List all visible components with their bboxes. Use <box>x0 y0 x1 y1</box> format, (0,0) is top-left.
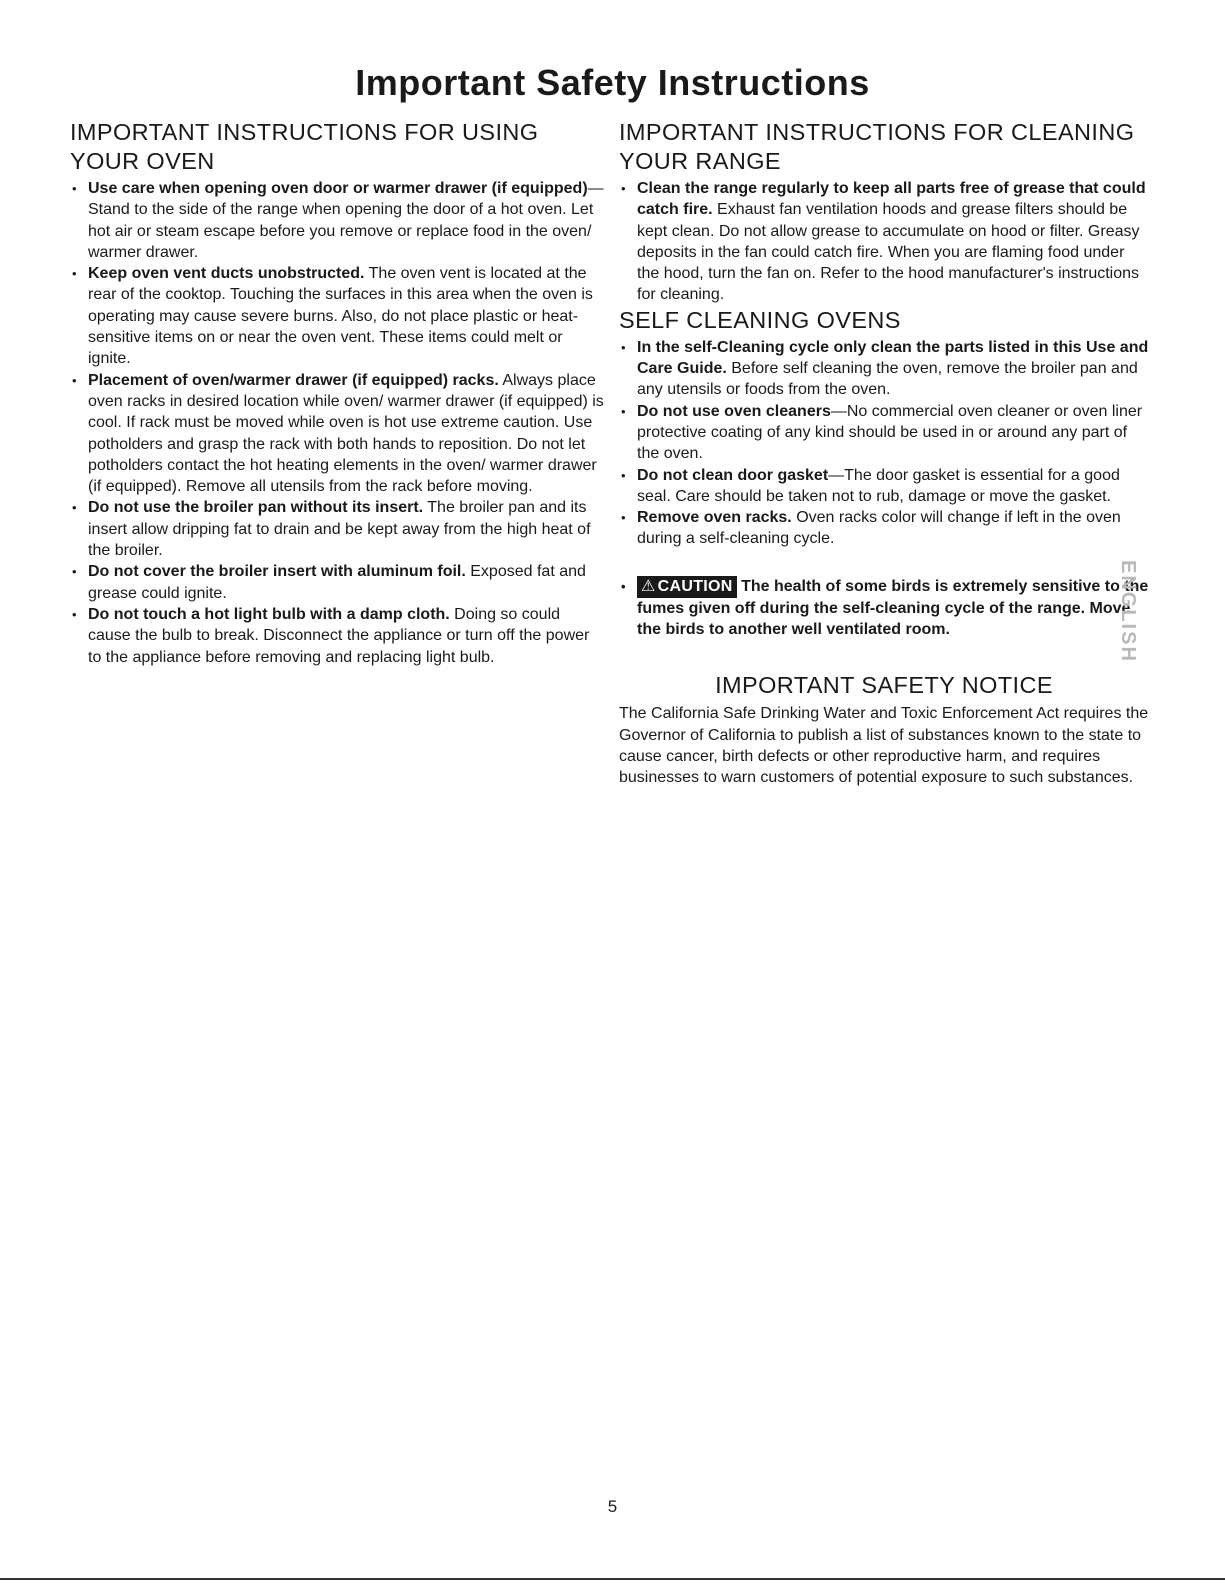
item-text: The broiler pan and its insert allow dripping fat to drain and be kept away from the high heat of the broiler. <box>88 499 591 560</box>
bullet-dot-icon: • <box>621 339 626 355</box>
notice-text: The California Safe Drinking Water and Toxic Enforcement Act requires the Governor of California to publish a list of substances known to the state to cause cancer, birth defects or other reproductive harm, and requires businesses to warn customers of potential exposure to such substances. <box>619 705 1149 787</box>
bullet-dot-icon: • <box>72 606 77 622</box>
bullet-dot-icon: • <box>72 372 77 388</box>
left-column <box>70 118 605 668</box>
item-lead: Do not cover the broiler insert with aluminum foil. <box>88 563 466 581</box>
item-text: Exhaust fan ventilation hoods and grease filters should be kept clean. Do not allow grease to accumulate on hood or filter. Greasy deposits in the fan could catch fire. When you are flaming food under the hood, turn the fan on. Refer to the hood manufacturer's instructions for cleaning. <box>637 201 1140 304</box>
item-lead: Placement of oven/warmer drawer (if equipped) racks. <box>88 371 499 389</box>
list-item <box>619 507 1149 550</box>
page-number: 5 <box>607 1497 618 1516</box>
item-lead: Do not use oven cleaners <box>637 402 831 420</box>
bullet-dot-icon: • <box>621 467 626 483</box>
bullet-dot-icon: • <box>72 266 77 282</box>
item-text: —Stand to the side of the range when opening the door of a hot oven. Let hot air or steam escape before you remove or replace food in the oven/ warmer drawer. <box>88 180 604 261</box>
item-lead: Remove oven racks. <box>637 509 792 527</box>
range-section-heading: IMPORTANT INSTRUCTIONS FOR CLEANING YOUR RANGE <box>619 119 1135 174</box>
list-item <box>619 465 1149 508</box>
bullet-dot-icon: • <box>72 181 77 196</box>
item-text: Doing so could cause the bulb to break. Disconnect the appliance or turn off the power to the appliance before removing and replacing light bulb. <box>88 605 590 666</box>
caution-badge <box>637 576 737 598</box>
bottom-divider <box>0 1578 1225 1580</box>
list-item <box>70 178 605 263</box>
bullet-dot-icon: • <box>621 578 626 594</box>
bullet-dot-icon: • <box>72 564 77 580</box>
item-text: —No commercial oven cleaner or oven liner protective coating of any kind should be used in or around any part of the oven. <box>637 402 1143 463</box>
caution-item <box>619 576 1149 641</box>
range-instructions-list <box>619 178 1149 306</box>
notice-section-heading: IMPORTANT SAFETY NOTICE <box>715 672 1053 699</box>
caution-label: CAUTION <box>657 577 733 595</box>
list-item <box>70 561 605 604</box>
item-lead: Clean the range regularly to keep all parts free of grease that could catch fire. <box>637 180 1146 219</box>
self-clean-section-heading: SELF CLEANING OVENS <box>619 306 901 333</box>
self-clean-instructions-list <box>619 337 1149 641</box>
list-item <box>70 263 605 369</box>
list-item <box>619 337 1149 401</box>
item-lead: Keep oven vent ducts unobstructed. <box>88 265 365 283</box>
item-lead: In the self-Cleaning cycle only clean the parts listed in this Use and Care Guide. <box>637 338 1149 378</box>
item-text: Oven racks color will change if left in the oven during a self-cleaning cycle. <box>637 509 1121 548</box>
item-text: —The door gasket is essential for a good seal. Care should be taken not to rub, damage or move the gasket. <box>637 466 1120 505</box>
item-text: Before self cleaning the oven, remove the broiler pan and any utensils or foods from the oven. <box>637 360 1138 399</box>
warning-triangle-icon: ⚠ <box>641 577 656 595</box>
language-side-tab: ENGLISH <box>1117 560 1139 663</box>
right-column <box>619 118 1149 789</box>
item-lead: Do not clean door gasket <box>637 466 829 484</box>
list-item <box>619 178 1149 306</box>
item-lead: Use care when opening oven door or warmer drawer (if equipped) <box>88 180 588 197</box>
bullet-dot-icon: • <box>621 181 626 196</box>
bullet-dot-icon: • <box>72 500 77 516</box>
oven-section-heading: IMPORTANT INSTRUCTIONS FOR USING YOUR OVEN <box>70 119 539 174</box>
item-text: Exposed fat and grease could ignite. <box>88 563 586 602</box>
item-lead: Do not use the broiler pan without its insert. <box>88 499 424 517</box>
list-item <box>619 401 1149 465</box>
list-item <box>70 604 605 668</box>
caution-text: The health of some birds is extremely sensitive to the fumes given off during the self-cleaning cycle of the range. Move the birds to another well ventilated room. <box>637 577 1149 639</box>
bullet-dot-icon: • <box>621 510 626 526</box>
list-item <box>70 497 605 561</box>
item-text: Always place oven racks in desired location while oven/ warmer drawer (if equipped) is cool. If rack must be moved while oven is hot use extreme caution. Use potholders and grasp the rack with both hands to reposition. Do not let potholders contact the hot heating elements in the oven/ warmer drawer (if equipped). Remove all utensils from the rack before moving. <box>88 371 604 496</box>
list-item <box>70 370 605 498</box>
item-text: The oven vent is located at the rear of the cooktop. Touching the surfaces in this area when the oven is operating may cause severe burns. Also, do not place plastic or heat-sensitive items on or near the oven vent. These items could melt or ignite. <box>88 265 593 368</box>
page-title: Important Safety Instructions <box>355 62 870 103</box>
bullet-dot-icon: • <box>621 403 626 419</box>
oven-instructions-list <box>70 178 605 668</box>
item-lead: Do not touch a hot light bulb with a damp cloth. <box>88 605 450 623</box>
